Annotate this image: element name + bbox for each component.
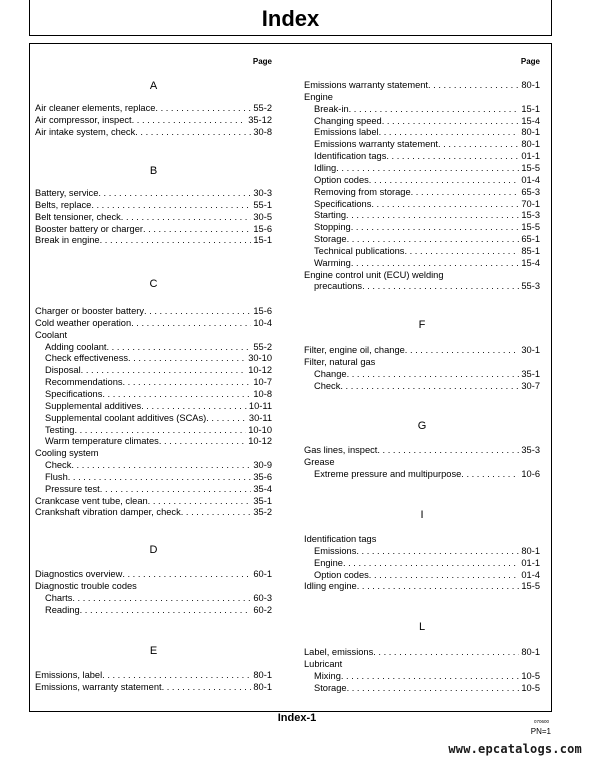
entry-page-ref: 35-3 xyxy=(521,445,540,455)
dot-leader xyxy=(141,400,247,412)
dot-leader xyxy=(100,234,252,246)
index-entry xyxy=(304,186,540,198)
footer-title: Index-1 xyxy=(277,712,317,724)
index-entry xyxy=(304,115,540,127)
entry-label: precautions xyxy=(314,281,363,292)
entry-label: Specifications xyxy=(314,198,372,209)
entry-label: Storage xyxy=(314,234,347,244)
entry-page-ref: 35-2 xyxy=(253,507,272,518)
entry-page-ref: 80-1 xyxy=(521,80,540,90)
entry-label: Check xyxy=(45,460,72,470)
entry-page-ref: 10-11 xyxy=(248,400,272,411)
index-entry xyxy=(304,368,540,380)
entry-label: Change xyxy=(314,368,347,379)
index-entry xyxy=(35,506,272,518)
dot-leader xyxy=(107,341,252,353)
dot-leader xyxy=(349,103,520,115)
entry-label: Extreme pressure and multipurpose xyxy=(314,468,462,479)
entry-page-ref: 35-1 xyxy=(253,495,272,506)
entry-page-ref: 15-1 xyxy=(521,103,540,114)
entry-page-ref xyxy=(67,329,69,341)
entry-label: Battery, service xyxy=(35,188,99,198)
page-number: PN=1 xyxy=(530,727,551,736)
dot-leader xyxy=(373,646,519,658)
dot-leader xyxy=(206,412,247,424)
dot-leader xyxy=(382,115,520,127)
dot-leader xyxy=(131,317,251,329)
index-entry xyxy=(304,245,540,257)
index-entry xyxy=(35,580,272,592)
section-letter-a: A xyxy=(149,80,158,92)
entry-page-ref: 10-8 xyxy=(253,388,272,399)
index-entry xyxy=(304,174,540,186)
entry-label: Filter, engine oil, change xyxy=(304,345,405,355)
entry-page-ref: 30-3 xyxy=(253,188,272,198)
dot-leader xyxy=(411,186,520,198)
dot-leader xyxy=(121,211,252,223)
page-title: Index xyxy=(261,6,320,31)
entry-label: Booster battery or charger xyxy=(35,223,143,234)
dot-leader xyxy=(362,280,519,292)
entry-page-ref xyxy=(335,456,337,468)
dot-leader xyxy=(68,471,252,483)
dot-leader xyxy=(336,162,519,174)
entry-label: Emissions, label xyxy=(35,670,103,680)
dot-leader xyxy=(369,174,520,186)
index-entry xyxy=(35,447,272,459)
entry-page-ref: 65-1 xyxy=(521,234,540,244)
dot-leader xyxy=(379,126,520,138)
entry-page-ref: 30-5 xyxy=(253,211,272,222)
index-entry xyxy=(35,435,272,447)
dot-leader xyxy=(461,468,519,480)
dot-leader xyxy=(351,221,520,233)
page-column-header: Page xyxy=(252,57,272,66)
entry-page-ref: 10-5 xyxy=(521,670,540,681)
entry-page-ref: 01-4 xyxy=(521,174,540,185)
dot-leader xyxy=(404,245,519,257)
entry-page-ref: 35-1 xyxy=(521,368,540,379)
entry-page-ref: 85-1 xyxy=(521,245,540,256)
index-entry xyxy=(35,126,272,138)
entry-label: Diagnostics overview xyxy=(35,569,123,579)
section-letter-d: D xyxy=(149,544,158,556)
index-entry xyxy=(304,209,540,221)
entry-label: Label, emissions xyxy=(304,647,374,657)
entry-page-ref: 80-1 xyxy=(521,139,540,150)
index-entry xyxy=(35,352,272,364)
dot-leader xyxy=(340,380,519,392)
dot-leader xyxy=(371,198,519,210)
section-letter-l: L xyxy=(418,621,426,633)
entry-page-ref: 10-12 xyxy=(248,436,272,447)
index-entry xyxy=(304,682,540,694)
entry-page-ref xyxy=(99,447,101,459)
entry-page-ref xyxy=(137,580,139,592)
index-entry xyxy=(304,646,540,658)
index-entry xyxy=(35,102,272,114)
dot-leader xyxy=(91,199,251,211)
entry-page-ref: 15-6 xyxy=(253,306,272,316)
dot-leader xyxy=(343,557,519,569)
dot-leader xyxy=(162,681,252,693)
section-letter-f: F xyxy=(418,319,426,331)
entry-label: Mixing xyxy=(314,670,341,681)
entry-page-ref: 15-5 xyxy=(521,581,540,592)
index-entry xyxy=(35,424,272,436)
entry-page-ref: 15-6 xyxy=(253,223,272,234)
entry-page-ref: 30-7 xyxy=(521,380,540,391)
watermark: www.epcatalogs.com xyxy=(448,742,582,756)
entry-page-ref: 30-10 xyxy=(248,353,272,364)
entry-page-ref: 80-1 xyxy=(253,681,272,692)
entry-label: Specifications xyxy=(45,388,103,399)
dot-leader xyxy=(102,669,251,681)
entry-page-ref: 10-10 xyxy=(248,424,272,435)
index-entry xyxy=(35,364,272,376)
index-entry xyxy=(35,604,272,616)
entry-label: Pressure test xyxy=(45,483,100,494)
entry-label: Crankcase vent tube, clean xyxy=(35,495,148,506)
index-entry xyxy=(35,223,272,235)
entry-page-ref: 60-1 xyxy=(253,569,272,579)
index-entry xyxy=(304,198,540,210)
index-entry xyxy=(304,580,540,592)
entry-page-ref: 15-4 xyxy=(521,257,540,268)
dot-leader xyxy=(74,424,246,436)
section-letter-c: C xyxy=(149,278,158,290)
section-letter-g: G xyxy=(417,420,427,432)
dot-leader xyxy=(347,368,520,380)
entry-page-ref: 55-2 xyxy=(253,341,272,352)
entry-page-ref: 80-1 xyxy=(253,670,272,680)
entry-page-ref: 01-1 xyxy=(521,557,540,568)
entry-label: Reading xyxy=(45,604,80,615)
entry-page-ref: 15-5 xyxy=(521,222,540,233)
entry-label: Engine xyxy=(314,557,343,568)
entry-label: Coolant xyxy=(35,329,68,340)
index-entry xyxy=(35,669,272,681)
entry-label: Testing xyxy=(45,424,75,435)
entry-page-ref xyxy=(376,533,378,545)
section-letter-e: E xyxy=(149,645,158,657)
index-entry xyxy=(304,344,540,356)
index-entry xyxy=(35,592,272,604)
entry-page-ref xyxy=(444,269,446,281)
dot-leader xyxy=(72,592,251,604)
index-entry xyxy=(304,557,540,569)
entry-page-ref: 10-7 xyxy=(253,377,272,388)
entry-page-ref: 80-1 xyxy=(521,545,540,556)
entry-label: Idling engine xyxy=(304,581,357,592)
entry-label: Emissions, warranty statement xyxy=(35,681,162,692)
entry-page-ref xyxy=(333,91,335,103)
entry-page-ref: 55-3 xyxy=(521,281,540,292)
entry-label: Option codes xyxy=(314,174,369,185)
entry-label: Storage xyxy=(314,682,347,693)
dot-leader xyxy=(428,79,519,91)
entry-page-ref: 70-1 xyxy=(521,198,540,209)
dot-leader xyxy=(102,388,251,400)
entry-page-ref: 15-5 xyxy=(521,163,540,173)
index-entry xyxy=(35,495,272,507)
entry-label: Crankshaft vibration damper, check xyxy=(35,507,181,518)
entry-label: Emissions label xyxy=(314,127,379,138)
entry-page-ref: 10-4 xyxy=(253,317,272,328)
entry-page-ref: 10-6 xyxy=(521,468,540,479)
entry-page-ref: 10-5 xyxy=(521,682,540,693)
entry-label: Warming xyxy=(314,257,351,268)
index-entry xyxy=(35,199,272,211)
dot-leader xyxy=(356,545,519,557)
dot-leader xyxy=(351,257,520,269)
index-entry xyxy=(304,162,540,174)
entry-label: Changing speed xyxy=(314,115,382,126)
index-entry xyxy=(35,305,272,317)
index-entry xyxy=(35,329,272,341)
entry-label: Break in engine xyxy=(35,235,100,246)
entry-label: Charts xyxy=(45,592,73,603)
entry-label: Break-in xyxy=(314,103,349,114)
entry-label: Air cleaner elements, replace xyxy=(35,103,156,113)
entry-label: Warm temperature climates xyxy=(45,436,159,447)
entry-label: Air intake system, check xyxy=(35,126,136,137)
header-box xyxy=(29,0,552,36)
entry-label: Identification tags xyxy=(314,151,387,162)
index-entry xyxy=(304,533,540,545)
index-entry xyxy=(304,257,540,269)
dot-leader xyxy=(346,209,519,221)
entry-label: Stopping xyxy=(314,222,351,233)
entry-page-ref: 30-1 xyxy=(521,345,540,355)
entry-page-ref: 15-1 xyxy=(253,235,272,246)
entry-label: Disposal xyxy=(45,365,81,376)
entry-label: Lubricant xyxy=(304,658,343,669)
entry-label: Supplemental coolant additives (SCAs) xyxy=(45,412,207,423)
entry-label: Gas lines, inspect xyxy=(304,445,378,455)
entry-label: Cooling system xyxy=(35,448,99,459)
entry-page-ref: 15-4 xyxy=(521,115,540,126)
entry-label: Emissions warranty statement xyxy=(314,139,439,150)
entry-page-ref: 30-9 xyxy=(253,460,272,470)
dot-leader xyxy=(357,580,520,592)
dot-leader xyxy=(159,435,246,447)
entry-label: Recommendations xyxy=(45,377,123,388)
index-entry xyxy=(35,234,272,246)
index-entry xyxy=(35,471,272,483)
index-entry xyxy=(35,187,272,199)
index-entry xyxy=(35,376,272,388)
dot-leader xyxy=(347,682,520,694)
index-entry xyxy=(304,221,540,233)
entry-page-ref: 80-1 xyxy=(521,647,540,657)
entry-page-ref xyxy=(375,356,377,368)
entry-page-ref: 35-4 xyxy=(253,483,272,494)
dot-leader xyxy=(80,604,252,616)
page-column-header: Page xyxy=(520,57,540,66)
entry-label: Technical publications xyxy=(314,245,405,256)
dot-leader xyxy=(341,670,520,682)
index-entry xyxy=(304,103,540,115)
index-entry xyxy=(304,79,540,91)
dot-leader xyxy=(132,114,247,126)
entry-label: Supplemental additives xyxy=(45,400,142,411)
dot-leader xyxy=(405,344,520,356)
entry-label: Check effectiveness xyxy=(45,353,129,364)
index-entry xyxy=(35,388,272,400)
entry-page-ref: 15-3 xyxy=(521,210,540,221)
dot-leader xyxy=(122,568,251,580)
index-entry xyxy=(304,658,540,670)
entry-page-ref: 10-12 xyxy=(248,365,272,376)
entry-label: Idling xyxy=(314,163,337,173)
index-frame xyxy=(29,43,552,712)
entry-label: Belts, replace xyxy=(35,199,92,210)
index-entry xyxy=(304,356,540,368)
dot-leader xyxy=(135,126,251,138)
entry-label: Belt tensioner, check xyxy=(35,211,121,222)
dot-leader xyxy=(143,223,251,235)
index-entry xyxy=(35,341,272,353)
index-entry xyxy=(35,568,272,580)
index-entry xyxy=(304,280,540,292)
index-entry xyxy=(304,670,540,682)
entry-page-ref: 01-1 xyxy=(521,151,540,162)
entry-label: Option codes xyxy=(314,569,369,580)
entry-page-ref: 30-11 xyxy=(248,412,272,423)
entry-label: Removing from storage xyxy=(314,186,411,197)
index-entry xyxy=(304,138,540,150)
dot-leader xyxy=(100,483,252,495)
index-entry xyxy=(35,211,272,223)
entry-label: Starting xyxy=(314,210,347,221)
entry-label: Adding coolant xyxy=(45,341,107,352)
entry-label: Emissions warranty statement xyxy=(304,80,429,90)
entry-label: Engine xyxy=(304,91,333,102)
index-entry xyxy=(35,412,272,424)
entry-page-ref: 80-1 xyxy=(521,127,540,138)
entry-page-ref: 65-3 xyxy=(521,186,540,197)
dot-leader xyxy=(369,569,520,581)
dot-leader xyxy=(347,233,520,245)
entry-page-ref: 30-8 xyxy=(253,126,272,137)
section-letter-b: B xyxy=(149,165,158,177)
entry-label: Emissions xyxy=(314,545,357,556)
index-entry xyxy=(35,114,272,126)
entry-label: Check xyxy=(314,380,341,391)
dot-leader xyxy=(98,187,251,199)
entry-label: Charger or booster battery xyxy=(35,306,145,316)
dot-leader xyxy=(155,102,251,114)
index-entry xyxy=(35,317,272,329)
dot-leader xyxy=(71,459,251,471)
index-entry xyxy=(304,91,540,103)
entry-page-ref: 35-12 xyxy=(248,114,272,125)
entry-page-ref: 55-1 xyxy=(253,199,272,210)
dot-leader xyxy=(438,138,519,150)
entry-page-ref: 60-2 xyxy=(253,604,272,615)
entry-page-ref: 01-4 xyxy=(521,569,540,580)
entry-label: Filter, natural gas xyxy=(304,356,376,367)
entry-label: Identification tags xyxy=(304,534,377,544)
entry-label: Air compressor, inspect xyxy=(35,114,132,125)
index-entry xyxy=(304,444,540,456)
index-entry xyxy=(304,380,540,392)
dot-leader xyxy=(81,364,247,376)
entry-page-ref: 55-2 xyxy=(253,103,272,113)
section-letter-i: I xyxy=(420,509,424,521)
dot-leader xyxy=(144,305,251,317)
entry-label: Diagnostic trouble codes xyxy=(35,580,137,591)
entry-page-ref: 60-3 xyxy=(253,592,272,603)
entry-label: Cold weather operation xyxy=(35,317,132,328)
entry-label: Flush xyxy=(45,471,68,482)
entry-label: Grease xyxy=(304,456,335,467)
dot-leader xyxy=(148,495,252,507)
index-entry xyxy=(304,269,540,281)
index-entry xyxy=(35,681,272,693)
index-entry xyxy=(304,456,540,468)
index-entry xyxy=(304,468,540,480)
entry-label: Engine control unit (ECU) welding xyxy=(304,269,444,280)
index-entry xyxy=(35,400,272,412)
footer-code: 070600 xyxy=(533,719,549,724)
index-entry xyxy=(35,483,272,495)
dot-leader xyxy=(123,376,252,388)
index-entry xyxy=(304,545,540,557)
index-entry xyxy=(304,150,540,162)
dot-leader xyxy=(377,444,519,456)
entry-page-ref xyxy=(342,658,344,670)
index-entry xyxy=(304,569,540,581)
index-entry xyxy=(304,233,540,245)
entry-page-ref: 35-6 xyxy=(253,471,272,482)
dot-leader xyxy=(181,506,252,518)
dot-leader xyxy=(386,150,519,162)
dot-leader xyxy=(128,352,246,364)
index-entry xyxy=(35,459,272,471)
index-entry xyxy=(304,126,540,138)
